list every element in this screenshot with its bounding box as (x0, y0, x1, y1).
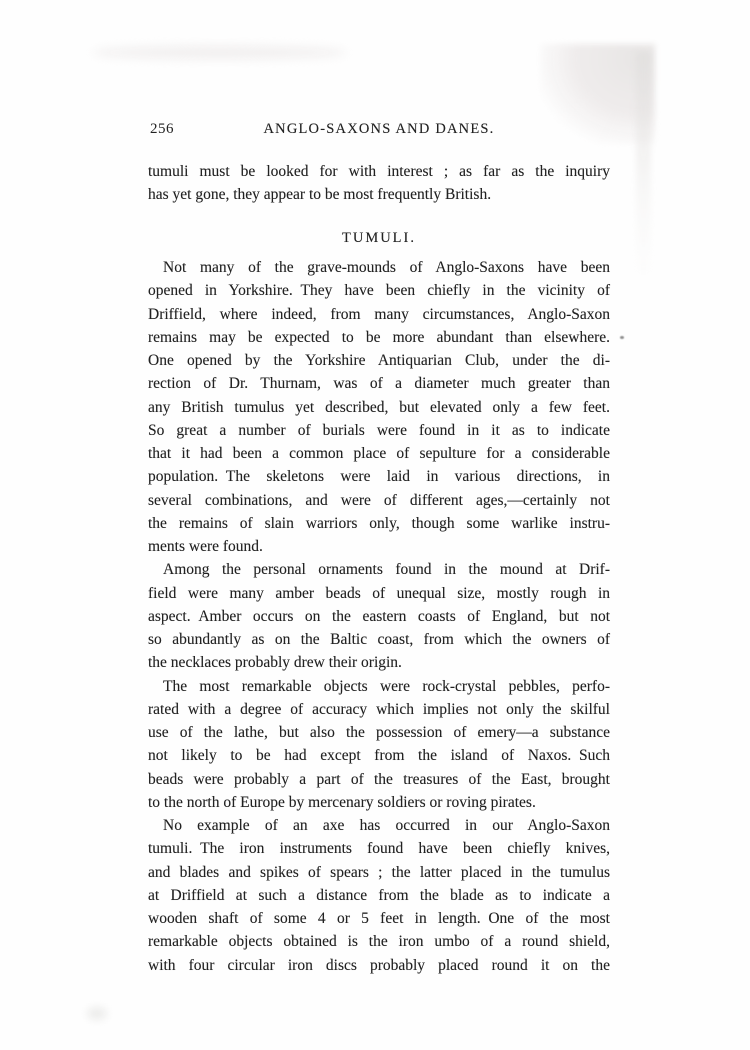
scan-smudge-bottom-left (87, 1007, 107, 1020)
text-line: has yet gone, they appear to be most frequently British. (148, 186, 492, 204)
text-line: not likely to be had except from the island of Naxos. Such (148, 747, 610, 765)
text-line: that it had been a common place of sepulture for a considerable (148, 445, 610, 462)
text-line: several combinations, and were of different ages,—certainly not (148, 491, 610, 509)
page-header (148, 121, 610, 141)
text-line: with four circular iron discs probably placed round it on the (148, 956, 610, 974)
page-number: 256 (150, 121, 174, 137)
text-line: The most remarkable objects were rock-crystal pebbles, perfo- (163, 677, 610, 695)
text-line: the necklaces probably drew their origin. (148, 654, 402, 672)
page-edge-shadow (636, 52, 651, 282)
text-line: and blades and spikes of spears ; the latter placed in the tumulus (148, 863, 610, 881)
text-line: at Driffield at such a distance from the blade as to indicate a (148, 886, 610, 904)
text-line: opened in Yorkshire. They have been chiefly in the vicinity of (148, 282, 610, 300)
text-line: remains may be expected to be more abundant than elsewhere. (148, 328, 610, 346)
text-line: use of the lathe, but also the possession of emery—a substance (148, 724, 610, 741)
text-line: any British tumulus yet described, but elevated only a few feet. (148, 398, 610, 416)
text-line: population. The skeletons were laid in various directions, in (148, 468, 610, 486)
text-line: so abundantly as on the Baltic coast, from which the owners of (148, 631, 610, 648)
text-line: tumuli must be looked for with interest ; as far as the inquiry (148, 163, 610, 180)
text-line: aspect. Amber occurs on the eastern coasts of England, but not (148, 607, 610, 625)
text-line: rection of Dr. Thurnam, was of a diameter much greater than (148, 375, 610, 393)
text-line: Not many of the grave-mounds of Anglo-Saxons have been (163, 259, 610, 276)
text-line: rated with a degree of accuracy which implies not only the skilful (148, 700, 610, 718)
section-heading: TUMULI. (341, 230, 416, 246)
text-line: Among the personal ornaments found in the mound at Drif- (163, 561, 610, 579)
text-line: So great a number of burials were found in it as to indicate (148, 421, 610, 439)
ink-speck (620, 336, 624, 339)
text-line: beads were probably a part of the treasures of the East, brought (148, 770, 610, 788)
text-line: wooden shaft of some 4 or 5 feet in length. One of the most (148, 910, 610, 927)
text-line: Driffield, where indeed, from many circumstances, Anglo-Saxon (148, 305, 610, 323)
text-line: to the north of Europe by mercenary soldiers or roving pirates. (148, 793, 536, 811)
text-line: remarkable objects obtained is the iron umbo of a round shield, (148, 933, 610, 951)
text-line: the remains of slain warriors only, though some warlike instru- (148, 514, 610, 532)
text-line: No example of an axe has occurred in our Anglo-Saxon (163, 817, 610, 834)
scan-smudge-top-left (92, 46, 347, 59)
running-header: ANGLO-SAXONS AND DANES. (263, 121, 495, 137)
text-line: field were many amber beads of unequal size, mostly rough in (148, 584, 610, 602)
text-line: One opened by the Yorkshire Antiquarian Club, under the di- (148, 352, 610, 369)
body-text (148, 256, 610, 977)
text-line: ments were found. (148, 538, 263, 555)
intro-paragraph (148, 160, 610, 207)
text-line: tumuli. The iron instruments found have been chiefly knives, (148, 840, 610, 858)
